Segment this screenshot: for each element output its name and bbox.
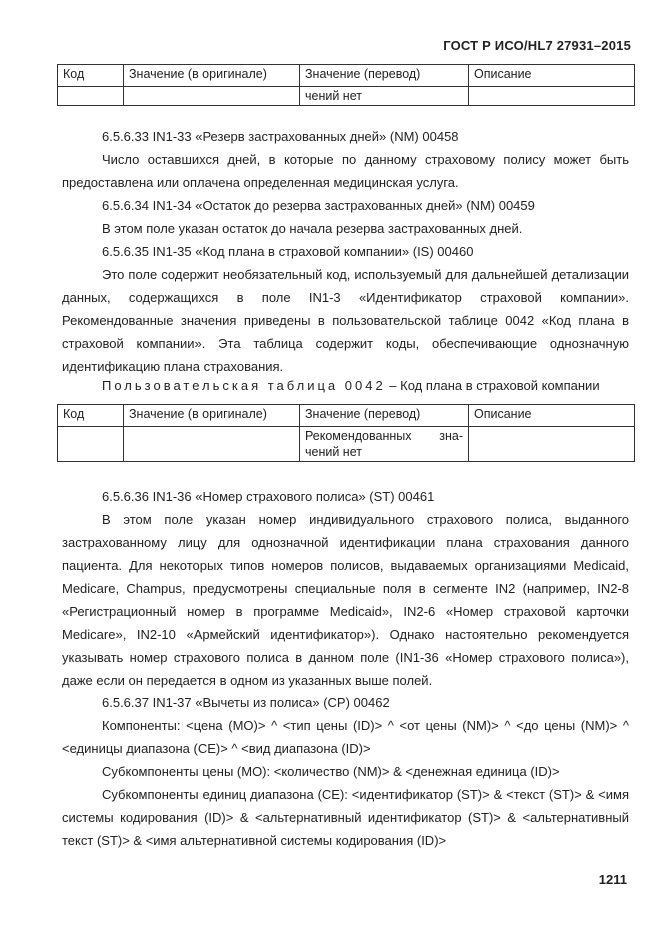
section-35-body: Это поле содержит необязательный код, используемый для дальнейшей детализации данных, содержащихся в поле IN1-3 «Идентификатор страховой компании». Рекомендованные значения приведены в пользовательской таблице 0042 «Код плана в страховой компании». Эта таблица содержит коды, обеспечивающие однозначную идентификацию плана страхования. bbox=[62, 267, 629, 374]
section-37-unit-subcomponents: Субкомпоненты единиц диапазона (CE): <идентификатор (ST)> & <текст (ST)> & <имя системы кодирования (ID)> & <альтернативный идентификатор (ST)> & <альтернативный текст (ST)> & <имя альтернативной системы кодирования (ID)> bbox=[62, 787, 629, 848]
cell-description bbox=[469, 87, 635, 106]
col-code: Код bbox=[58, 65, 124, 87]
section-35-heading: 6.5.6.35 IN1-35 «Код плана в страховой компании» (IS) 00460 bbox=[102, 244, 474, 259]
cell-description bbox=[469, 427, 635, 462]
user-table-0042 bbox=[57, 404, 635, 462]
translation-line-1: Рекомендованных зна- bbox=[305, 429, 463, 443]
continued-table bbox=[57, 64, 635, 106]
section-33-body: Число оставшихся дней, в которые по данному страховому полису может быть предоставлена или оплачена определенная медицинская услуга. bbox=[62, 152, 629, 190]
cell-code bbox=[58, 427, 124, 462]
section-36-heading: 6.5.6.36 IN1-36 «Номер страхового полиса» (ST) 00461 bbox=[102, 489, 435, 504]
col-description: Описание bbox=[469, 65, 635, 87]
table-row bbox=[58, 87, 635, 106]
section-37-price-subcomponents: Субкомпоненты цены (MO): <количество (NM)> & <денежная единица (ID)> bbox=[102, 764, 560, 779]
table-header-row bbox=[58, 405, 635, 427]
col-original: Значение (в оригинале) bbox=[124, 65, 300, 87]
col-translation: Значение (перевод) bbox=[300, 405, 469, 427]
col-original: Значение (в оригинале) bbox=[124, 405, 300, 427]
cell-translation bbox=[300, 427, 469, 462]
section-36-body: В этом поле указан номер индивидуального страхового полиса, выданного застрахованному лицу для однозначной идентификации плана страхования данного пациента. Для некоторых типов номеров полисов, выдаваемых организациями Medicaid, Medicare, Champus, предусмотрены специальные поля в сегменте IN2 (например, IN2-8 «Регистрационный номер в программе Medicaid», IN2-6 «Номер страховой карточки Medicare», IN2-10 «Армейский идентификатор»). Однако настоятельно рекомендуется указывать номер страхового полиса в данном поле (IN1-36 «Номер страхового полиса»), даже если он передается в одном из указанных выше полей. bbox=[62, 512, 629, 688]
col-description: Описание bbox=[469, 405, 635, 427]
section-37-components: Компоненты: <цена (MO)> ^ <тип цены (ID)> ^ <от цены (NM)> ^ <до цены (NM)> ^ <единицы диапазона (CE)> ^ <вид диапазона (ID)> bbox=[62, 718, 629, 756]
table-header-row bbox=[58, 65, 635, 87]
col-translation: Значение (перевод) bbox=[300, 65, 469, 87]
caption-title: – Код плана в страховой компании bbox=[389, 378, 600, 393]
section-37-heading: 6.5.6.37 IN1-37 «Вычеты из полиса» (CP) 00462 bbox=[102, 695, 390, 710]
cell-original bbox=[124, 427, 300, 462]
cell-translation: чений нет bbox=[300, 87, 469, 106]
table-caption bbox=[102, 378, 600, 393]
page-number: 1211 bbox=[598, 872, 627, 887]
standard-header: ГОСТ Р ИСО/HL7 27931–2015 bbox=[443, 38, 631, 53]
caption-label: Пользовательская таблица 0042 bbox=[102, 378, 386, 393]
col-code: Код bbox=[58, 405, 124, 427]
cell-original bbox=[124, 87, 300, 106]
translation-line-2: чений нет bbox=[305, 445, 362, 459]
table-row bbox=[58, 427, 635, 462]
section-34-heading: 6.5.6.34 IN1-34 «Остаток до резерва застрахованных дней» (NM) 00459 bbox=[102, 198, 535, 213]
section-34-body: В этом поле указан остаток до начала резерва застрахованных дней. bbox=[102, 221, 523, 236]
cell-code bbox=[58, 87, 124, 106]
section-33-heading: 6.5.6.33 IN1-33 «Резерв застрахованных дней» (NM) 00458 bbox=[102, 129, 459, 144]
